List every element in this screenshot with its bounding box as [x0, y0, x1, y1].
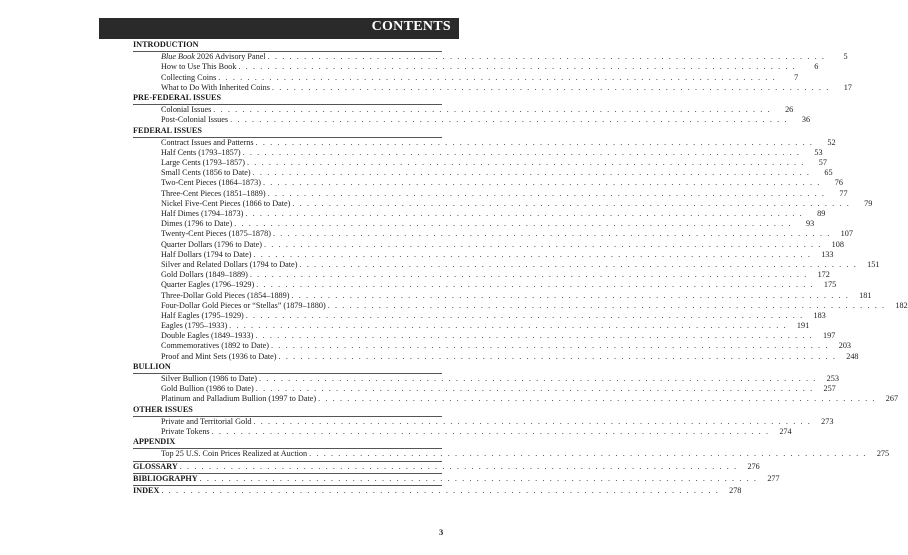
toc-page-number: 93 — [792, 219, 814, 229]
dot-leader: . . . . . . . . . . . . . . . . . . . . . . . . . . . . . . . . . . . . . . . . . . . . . . . . . . . . . . . . . . . . . . . . . . . . . . . . . . . . . — [179, 461, 738, 471]
dot-leader: . . . . . . . . . . . . . . . . . . . . . . . . . . . . . . . . . . . . . . . . . . . . . . . . . . . . . . . . . . . . . . . . . . . . . . . . . . . . . — [218, 72, 777, 82]
toc-entry-leader — [161, 115, 811, 125]
toc-entry-label: Large Cents (1793–1857) — [161, 158, 245, 168]
toc-page-number: 253 — [817, 374, 839, 384]
toc-entry[interactable] — [133, 394, 899, 404]
toc-page-number: 274 — [770, 427, 792, 437]
dot-leader: . . . . . . . . . . . . . . . . . . . . . . . . . . . . . . . . . . . . . . . . . . . . . . . . . . . . . . . . . . . . . . . . . . . . . . . . . . . . . — [255, 331, 814, 341]
toc-entry-leader — [161, 72, 799, 83]
toc-entry-label: Three-Dollar Gold Pieces (1854–1889) — [161, 290, 290, 300]
dot-leader: . . . . . . . . . . . . . . . . . . . . . . . . . . . . . . . . . . . . . . . . . . . . . . . . . . . . . . . . . . . . . . . . . . . . . . . . . . . . . — [255, 137, 814, 147]
toc-page-number: 107 — [831, 229, 853, 239]
toc-page-number: 273 — [811, 417, 833, 427]
toc-entry[interactable] — [133, 209, 826, 219]
toc-page-number: 181 — [849, 291, 871, 301]
toc-entry[interactable] — [133, 249, 834, 260]
toc-page-number: 151 — [857, 260, 879, 270]
toc-page-number: 108 — [822, 240, 844, 250]
toc-entry-leader — [161, 351, 859, 362]
toc-entry-leader — [161, 270, 830, 280]
toc-page-number: 26 — [771, 105, 793, 115]
toc-entry[interactable] — [133, 416, 834, 427]
toc-entry-label: Four-Dollar Gold Pieces or “Stellas” (1879–1880) — [161, 300, 326, 310]
toc-entry-leader — [161, 310, 826, 321]
toc-page-number: 172 — [808, 270, 830, 280]
toc-entry-leader — [161, 52, 848, 62]
toc-page-number: 79 — [850, 199, 872, 209]
toc-entry-label: Proof and Mint Sets (1936 to Date) — [161, 351, 277, 361]
toc-entry[interactable] — [133, 351, 859, 362]
contents-header-bar — [99, 18, 459, 38]
dot-leader: . . . . . . . . . . . . . . . . . . . . . . . . . . . . . . . . . . . . . . . . . . . . . . . . . . . . . . . . . . . . . . . . . . . . . . . . . . . . . — [271, 82, 830, 92]
toc-entry-label: Silver and Related Dollars (1794 to Date) — [161, 259, 298, 269]
toc-entry-leader — [133, 485, 742, 496]
dot-leader: . . . . . . . . . . . . . . . . . . . . . . . . . . . . . . . . . . . . . . . . . . . . . . . . . . . . . . . . . . . . . . . . . . . . . . . . . . . . . — [249, 270, 808, 280]
toc-page-number: 278 — [719, 486, 741, 496]
toc-page-number: 57 — [805, 158, 827, 168]
dot-leader: . . . . . . . . . . . . . . . . . . . . . . . . . . . . . . . . . . . . . . . . . . . . . . . . . . . . . . . . . . . . . . . . . . . . . . . . . . . . . — [262, 178, 821, 188]
dot-leader: . . . . . . . . . . . . . . . . . . . . . . . . . . . . . . . . . . . . . . . . . . . . . . . . . . . . . . . . . . . . . . . . . . . . . . . . . . . . . — [256, 280, 815, 290]
toc-entry-leader — [161, 394, 899, 404]
toc-entry-leader — [161, 168, 833, 178]
toc-entry-leader — [161, 321, 810, 331]
toc-entry-leader — [161, 229, 853, 239]
toc-entry-leader — [161, 209, 826, 219]
toc-entry-label: Quarter Dollars (1796 to Date) — [161, 239, 262, 249]
toc-entry-leader — [133, 461, 760, 472]
toc-entry-label: Silver Bullion (1986 to Date) — [161, 374, 257, 383]
toc-entry-leader — [161, 105, 794, 115]
toc-entry-leader — [161, 249, 834, 260]
toc-entry-leader — [161, 158, 827, 168]
dot-leader: . . . . . . . . . . . . . . . . . . . . . . . . . . . . . . . . . . . . . . . . . . . . . . . . . . . . . . . . . . . . . . . . . . . . . . . . . . . . . — [238, 62, 797, 72]
toc-entry[interactable] — [133, 147, 823, 158]
toc-page-number: 17 — [830, 83, 852, 93]
toc-entry-leader — [161, 219, 815, 229]
dot-leader: . . . . . . . . . . . . . . . . . . . . . . . . . . . . . . . . . . . . . . . . . . . . . . . . . . . . . . . . . . . . . . . . . . . . . . . . . . . . . — [253, 416, 812, 426]
toc-entry-label: Half Eagles (1795–1929) — [161, 310, 244, 320]
dot-leader: . . . . . . . . . . . . . . . . . . . . . . . . . . . . . . . . . . . . . . . . . . . . . . . . . . . . . . . . . . . . . . . . . . . . . . . . . . . . . — [253, 249, 812, 259]
toc-entry-label: INDEX — [133, 485, 160, 495]
toc-entry[interactable] — [133, 341, 851, 351]
toc-page-number: 276 — [738, 462, 760, 472]
dot-leader: . . . . . . . . . . . . . . . . . . . . . . . . . . . . . . . . . . . . . . . . . . . . . . . . . . . . . . . . . . . . . . . . . . . . . . . . . . . . . — [230, 115, 789, 125]
header-rule — [99, 38, 459, 39]
toc-entry-label: Gold Dollars (1849–1889) — [161, 270, 248, 280]
dot-leader: . . . . . . . . . . . . . . . . . . . . . . . . . . . . . . . . . . . . . . . . . . . . . . . . . . . . . . . . . . . . . . . . . . . . . . . . . . . . . — [327, 300, 886, 310]
toc-entry-leader — [161, 449, 890, 459]
toc-page-number: 183 — [804, 311, 826, 321]
toc-entry[interactable] — [133, 105, 794, 115]
toc-entry[interactable] — [133, 82, 852, 93]
toc-entry-leader — [161, 178, 843, 188]
toc-entry-label: Half Dollars (1794 to Date) — [161, 249, 252, 259]
toc-entry[interactable] — [133, 188, 848, 199]
toc-page-number: 203 — [829, 341, 851, 351]
toc-entry-leader — [161, 290, 872, 301]
toc-entry-leader — [161, 374, 839, 384]
toc-entry-leader — [161, 188, 848, 199]
toc-page-number: 277 — [758, 474, 780, 484]
dot-leader: . . . . . . . . . . . . . . . . . . . . . . . . . . . . . . . . . . . . . . . . . . . . . . . . . . . . . . . . . . . . . . . . . . . . . . . . . . . . . — [252, 168, 811, 178]
toc-entry-label: Twenty-Cent Pieces (1875–1878) — [161, 229, 271, 239]
toc-entry-label: Gold Bullion (1986 to Date) — [161, 384, 254, 394]
toc-page-number: 191 — [787, 321, 809, 331]
toc-entry-label: Post-Colonial Issues — [161, 115, 229, 125]
toc-section-entry[interactable] — [133, 461, 760, 472]
toc-entry[interactable] — [133, 168, 833, 178]
toc-page-number: 175 — [814, 280, 836, 290]
dot-leader: . . . . . . . . . . . . . . . . . . . . . . . . . . . . . . . . . . . . . . . . . . . . . . . . . . . . . . . . . . . . . . . . . . . . . . . . . . . . . — [263, 239, 822, 249]
toc-entry-label: Private and Territorial Gold — [161, 416, 252, 426]
toc-entry[interactable] — [133, 280, 837, 290]
dot-leader: . . . . . . . . . . . . . . . . . . . . . . . . . . . . . . . . . . . . . . . . . . . . . . . . . . . . . . . . . . . . . . . . . . . . . . . . . . . . . — [246, 158, 805, 168]
toc-entry[interactable] — [133, 290, 872, 301]
toc-entry-leader — [161, 82, 852, 93]
toc-entry-label: Half Dimes (1794–1873) — [161, 209, 244, 218]
toc-entry-label: Three-Cent Pieces (1851–1889) — [161, 188, 266, 198]
toc-entry[interactable] — [133, 331, 836, 341]
toc-entry-label: BIBLIOGRAPHY — [133, 473, 198, 483]
section-heading: PRE-FEDERAL ISSUES — [133, 92, 222, 102]
dot-leader: . . . . . . . . . . . . . . . . . . . . . . . . . . . . . . . . . . . . . . . . . . . . . . . . . . . . . . . . . . . . . . . . . . . . . . . . . . . . . — [211, 426, 770, 436]
toc-entry-leader — [161, 259, 880, 270]
dot-leader: . . . . . . . . . . . . . . . . . . . . . . . . . . . . . . . . . . . . . . . . . . . . . . . . . . . . . . . . . . . . . . . . . . . . . . . . . . . . . — [267, 188, 826, 198]
toc-page-number: 197 — [813, 331, 835, 341]
toc-entry[interactable] — [133, 219, 815, 229]
toc-entry[interactable] — [133, 52, 848, 62]
toc-entry[interactable] — [133, 384, 836, 394]
toc-entry[interactable] — [133, 62, 819, 72]
toc-page-number: 77 — [826, 189, 848, 199]
dot-leader: . . . . . . . . . . . . . . . . . . . . . . . . . . . . . . . . . . . . . . . . . . . . . . . . . . . . . . . . . . . . . . . . . . . . . . . . . . . . . — [255, 384, 814, 394]
toc-entry-leader — [161, 384, 836, 394]
dot-leader: . . . . . . . . . . . . . . . . . . . . . . . . . . . . . . . . . . . . . . . . . . . . . . . . . . . . . . . . . . . . . . . . . . . . . . . . . . . . . — [242, 147, 801, 157]
toc-section-entry[interactable] — [133, 473, 780, 484]
toc-entry-label: Dimes (1796 to Date) — [161, 219, 233, 229]
toc-page-number: 52 — [814, 138, 836, 148]
toc-entry-label: Quarter Eagles (1796–1929) — [161, 280, 255, 290]
toc-entry[interactable] — [133, 310, 826, 321]
toc-page-number: 53 — [801, 148, 823, 158]
toc-page-number: 133 — [811, 250, 833, 260]
toc-page-number: 182 — [886, 301, 908, 311]
toc-page-number: 267 — [876, 394, 898, 404]
toc-entry[interactable] — [133, 137, 836, 148]
toc-entry[interactable] — [133, 426, 792, 437]
toc-entry-leader — [161, 62, 819, 72]
toc-entry-label: Collecting Coins — [161, 72, 217, 82]
dot-leader: . . . . . . . . . . . . . . . . . . . . . . . . . . . . . . . . . . . . . . . . . . . . . . . . . . . . . . . . . . . . . . . . . . . . . . . . . . . . . — [309, 449, 868, 459]
toc-entry-label: How to Use This Book — [161, 62, 237, 72]
toc-entry[interactable] — [133, 270, 830, 280]
page-title: CONTENTS — [371, 19, 451, 34]
toc-entry-label: Private Tokens — [161, 426, 210, 436]
toc-entry-leader — [161, 137, 836, 148]
toc-entry-leader — [161, 239, 844, 250]
toc-entry-label: Colonial Issues — [161, 105, 212, 115]
toc-entry[interactable] — [133, 229, 853, 239]
dot-leader: . . . . . . . . . . . . . . . . . . . . . . . . . . . . . . . . . . . . . . . . . . . . . . . . . . . . . . . . . . . . . . . . . . . . . . . . . . . . . — [161, 485, 720, 495]
dot-leader: . . . . . . . . . . . . . . . . . . . . . . . . . . . . . . . . . . . . . . . . . . . . . . . . . . . . . . . . . . . . . . . . . . . . . . . . . . . . . — [245, 209, 804, 218]
dot-leader: . . . . . . . . . . . . . . . . . . . . . . . . . . . . . . . . . . . . . . . . . . . . . . . . . . . . . . . . . . . . . . . . . . . . . . . . . . . . . — [267, 52, 826, 62]
toc-entry[interactable] — [133, 115, 811, 125]
toc-section-entry[interactable] — [133, 485, 742, 496]
toc-entry[interactable] — [133, 259, 880, 270]
dot-leader: . . . . . . . . . . . . . . . . . . . . . . . . . . . . . . . . . . . . . . . . . . . . . . . . . . . . . . . . . . . . . . . . . . . . . . . . . . . . . — [299, 259, 858, 269]
page-number: 3 — [439, 527, 444, 537]
toc-entry[interactable] — [133, 321, 810, 331]
toc-page-number: 257 — [814, 384, 836, 394]
toc-entry[interactable] — [133, 239, 844, 250]
toc-entry-label: Nickel Five-Cent Pieces (1866 to Date) — [161, 198, 291, 208]
toc-entry-leader — [161, 341, 851, 351]
section-heading: OTHER ISSUES — [133, 404, 193, 414]
dot-leader: . . . . . . . . . . . . . . . . . . . . . . . . . . . . . . . . . . . . . . . . . . . . . . . . . . . . . . . . . . . . . . . . . . . . . . . . . . . . . — [291, 290, 850, 300]
toc-entry[interactable] — [133, 449, 890, 459]
dot-leader: . . . . . . . . . . . . . . . . . . . . . . . . . . . . . . . . . . . . . . . . . . . . . . . . . . . . . . . . . . . . . . . . . . . . . . . . . . . . . — [199, 473, 758, 483]
toc-entry-label: Commemoratives (1892 to Date) — [161, 341, 270, 351]
toc-entry[interactable] — [133, 158, 827, 168]
toc-page-number: 248 — [837, 352, 859, 362]
dot-leader: . . . . . . . . . . . . . . . . . . . . . . . . . . . . . . . . . . . . . . . . . . . . . . . . . . . . . . . . . . . . . . . . . . . . . . . . . . . . . — [258, 374, 817, 383]
toc-entry-label — [161, 52, 268, 62]
toc-entry-label: Contract Issues and Patterns — [161, 137, 254, 147]
toc-entry-label: GLOSSARY — [133, 461, 178, 471]
toc-page-number: 89 — [803, 209, 825, 219]
dot-leader: . . . . . . . . . . . . . . . . . . . . . . . . . . . . . . . . . . . . . . . . . . . . . . . . . . . . . . . . . . . . . . . . . . . . . . . . . . . . . — [213, 105, 772, 115]
toc-page-number: 65 — [811, 168, 833, 178]
toc-entry-leader — [161, 300, 908, 311]
toc-entry-label: Small Cents (1856 to Date) — [161, 168, 251, 178]
toc-entry-label: Eagles (1795–1933) — [161, 321, 228, 331]
toc-entry-label: Two-Cent Pieces (1864–1873) — [161, 178, 261, 188]
toc-page-number: 6 — [796, 62, 818, 72]
toc-entry-label: Half Cents (1793–1857) — [161, 147, 241, 157]
toc-entry-label: What to Do With Inherited Coins — [161, 82, 270, 92]
dot-leader: . . . . . . . . . . . . . . . . . . . . . . . . . . . . . . . . . . . . . . . . . . . . . . . . . . . . . . . . . . . . . . . . . . . . . . . . . . . . . — [318, 394, 877, 404]
dot-leader: . . . . . . . . . . . . . . . . . . . . . . . . . . . . . . . . . . . . . . . . . . . . . . . . . . . . . . . . . . . . . . . . . . . . . . . . . . . . . — [229, 321, 788, 331]
section-heading: APPENDIX — [133, 437, 176, 447]
toc-entry[interactable] — [133, 198, 873, 209]
dot-leader: . . . . . . . . . . . . . . . . . . . . . . . . . . . . . . . . . . . . . . . . . . . . . . . . . . . . . . . . . . . . . . . . . . . . . . . . . . . . . — [272, 229, 831, 239]
toc-entry[interactable] — [133, 72, 799, 83]
dot-leader: . . . . . . . . . . . . . . . . . . . . . . . . . . . . . . . . . . . . . . . . . . . . . . . . . . . . . . . . . . . . . . . . . . . . . . . . . . . . . — [234, 219, 793, 229]
toc-page-number: 275 — [867, 449, 889, 459]
section-heading: INTRODUCTION — [133, 40, 199, 49]
toc-entry[interactable] — [133, 374, 839, 384]
toc-entry-label: Double Eagles (1849–1933) — [161, 331, 254, 341]
toc-entry-leader — [161, 280, 837, 290]
dot-leader: . . . . . . . . . . . . . . . . . . . . . . . . . . . . . . . . . . . . . . . . . . . . . . . . . . . . . . . . . . . . . . . . . . . . . . . . . . . . . — [245, 310, 804, 320]
toc-page-number: 7 — [776, 73, 798, 83]
toc-entry-leader — [161, 426, 792, 437]
toc-entry-leader — [133, 473, 780, 484]
section-heading: FEDERAL ISSUES — [133, 125, 202, 135]
toc-page-number: 36 — [788, 115, 810, 125]
table-of-contents — [133, 40, 908, 496]
toc-entry-leader — [161, 198, 873, 209]
toc-entry-label-rest: 2026 Advisory Panel — [194, 52, 266, 62]
dot-leader: . . . . . . . . . . . . . . . . . . . . . . . . . . . . . . . . . . . . . . . . . . . . . . . . . . . . . . . . . . . . . . . . . . . . . . . . . . . . . — [271, 341, 829, 351]
toc-entry-label: Top 25 U.S. Coin Prices Realized at Auction — [161, 449, 308, 459]
toc-entry-leader — [161, 147, 823, 158]
toc-entry[interactable] — [133, 178, 843, 188]
toc-entry-label: Platinum and Palladium Bullion (1997 to Date) — [161, 394, 317, 404]
dot-leader: . . . . . . . . . . . . . . . . . . . . . . . . . . . . . . . . . . . . . . . . . . . . . . . . . . . . . . . . . . . . . . . . . . . . . . . . . . . . . — [292, 198, 851, 208]
toc-entry-italic-label: Blue Book — [161, 52, 195, 62]
toc-page-number: 76 — [821, 178, 843, 188]
toc-page-number: 5 — [826, 52, 848, 62]
section-heading: BULLION — [133, 361, 171, 371]
toc-entry-leader — [161, 416, 834, 427]
toc-entry[interactable] — [133, 300, 908, 311]
dot-leader: . . . . . . . . . . . . . . . . . . . . . . . . . . . . . . . . . . . . . . . . . . . . . . . . . . . . . . . . . . . . . . . . . . . . . . . . . . . . . — [278, 351, 837, 361]
toc-entry-leader — [161, 331, 836, 341]
